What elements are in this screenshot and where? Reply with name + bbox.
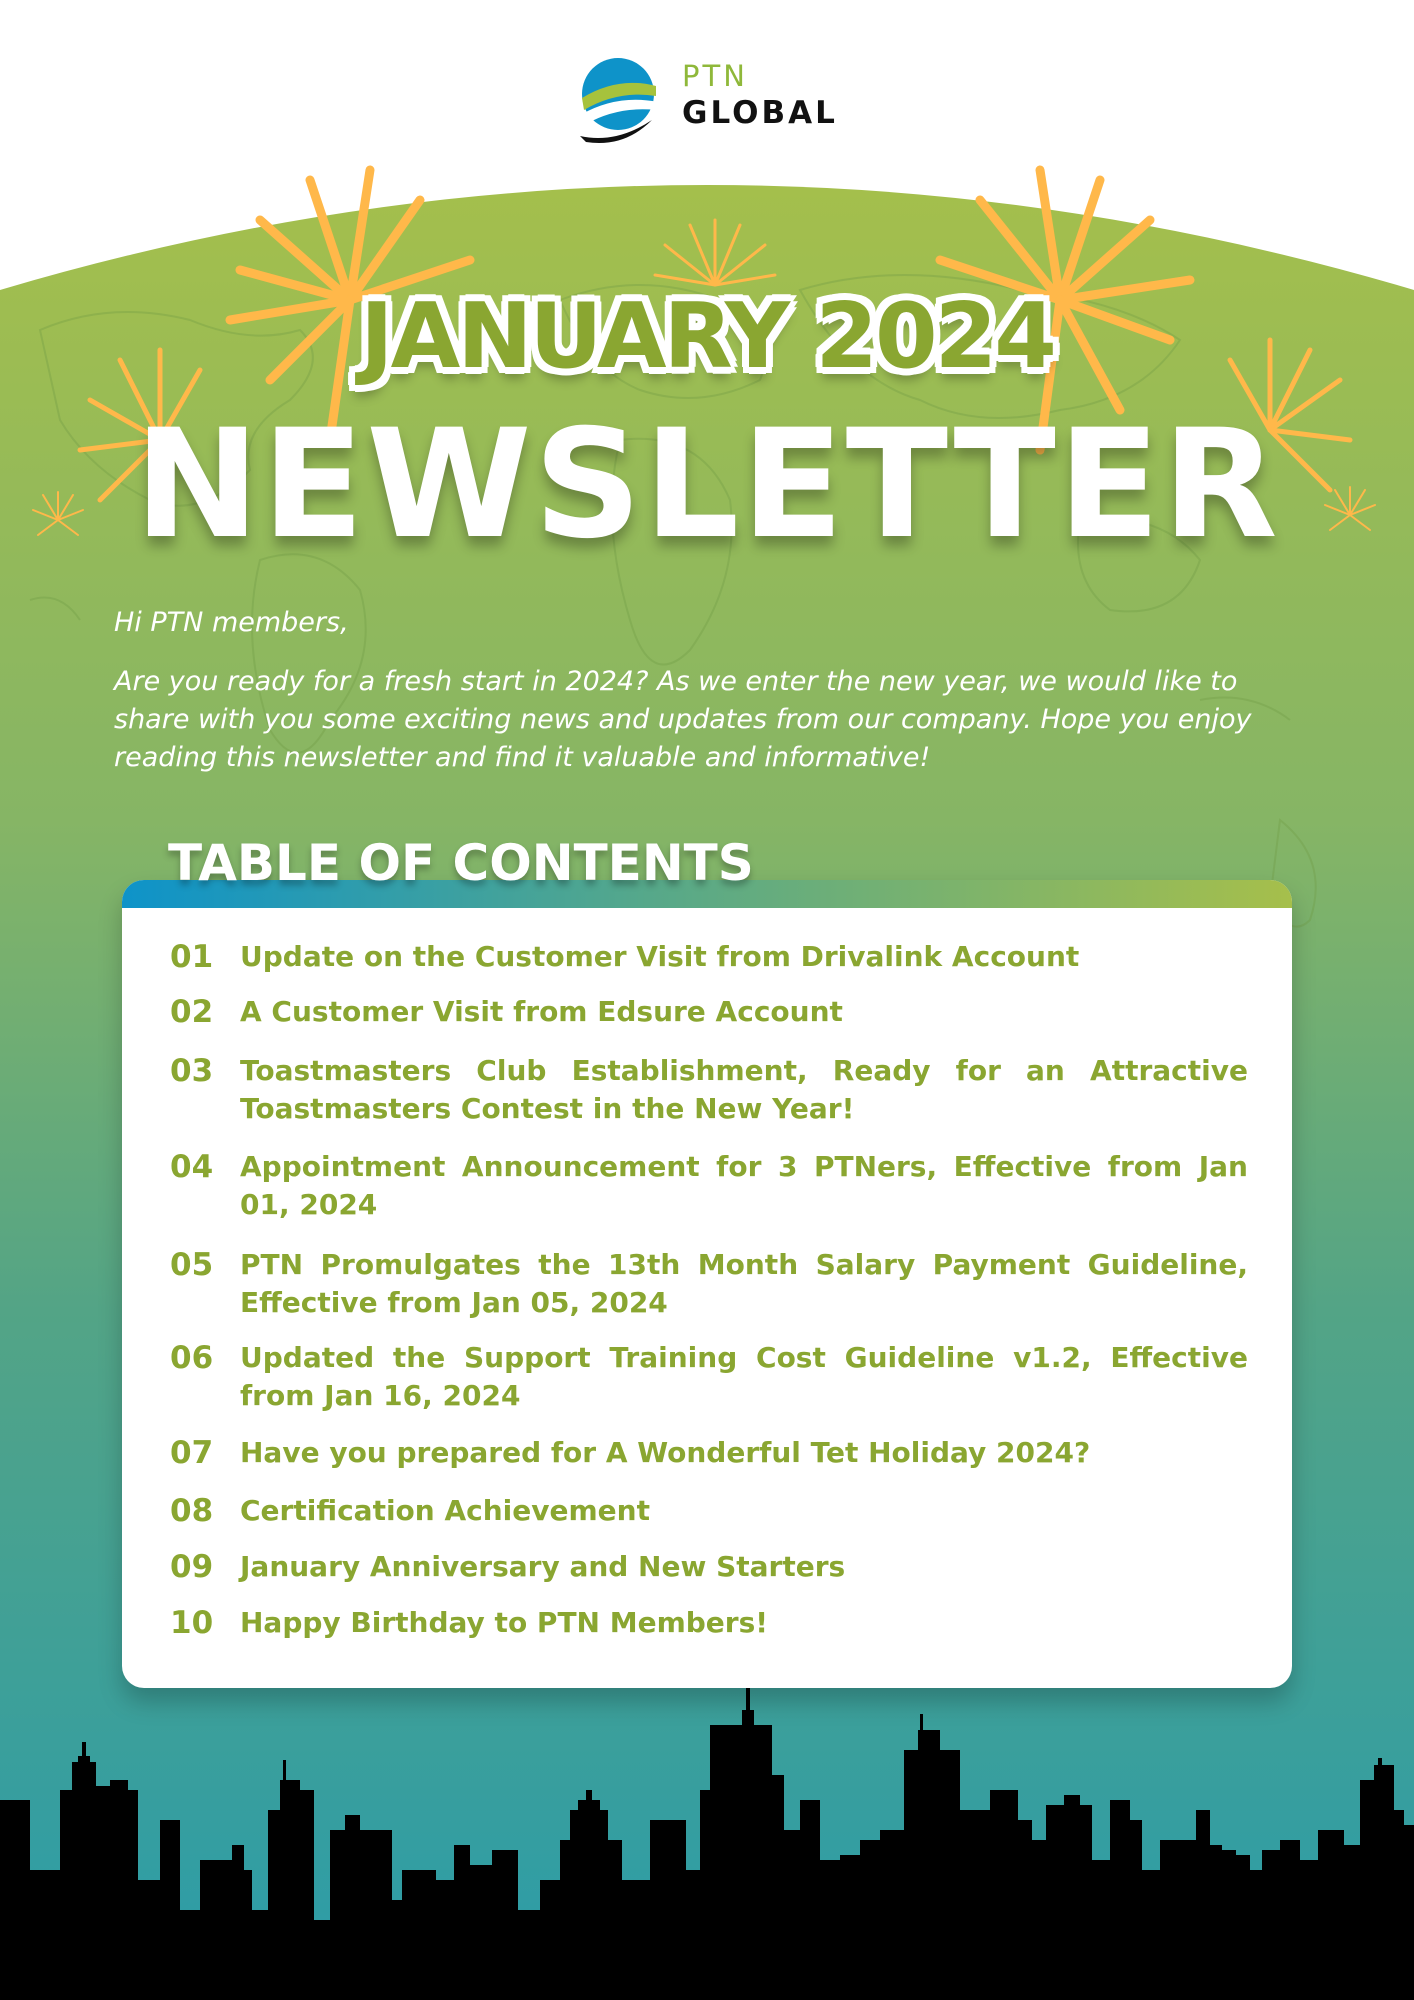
- toc-item-number: 01: [170, 939, 214, 975]
- toc-item-title: Toastmasters Club Establishment, Ready for an Attractive Toastmasters Contest in the New Year!: [240, 1054, 1248, 1125]
- toc-item-number: 06: [170, 1340, 214, 1376]
- toc-item-title: Have you prepared for A Wonderful Tet Holiday 2024?: [240, 1436, 1091, 1469]
- toc-item-title: January Anniversary and New Starters: [240, 1550, 846, 1583]
- intro-paragraph: Are you ready for a fresh start in 2024? As we enter the new year, we would like to share with you some exciting news and updates from our company. Hope you enjoy reading this newsletter and find it valuable and informative!: [114, 666, 1252, 773]
- toc-item-number: 04: [170, 1149, 214, 1185]
- logo-wordmark-ptn: PTN: [682, 59, 748, 93]
- toc-item-title: A Customer Visit from Edsure Account: [240, 995, 843, 1028]
- newsletter-title: NEWSLETTER: [134, 398, 1280, 572]
- toc-item-number: 05: [170, 1247, 214, 1283]
- toc-heading: TABLE OF CONTENTS: [168, 834, 754, 892]
- toc-item-title: Updated the Support Training Cost Guideline v1.2, Effective from Jan 16, 2024: [240, 1341, 1248, 1412]
- city-skyline-silhouette: [0, 1680, 1414, 2000]
- issue-month-title: JANUARY 2024: [360, 284, 1054, 389]
- toc-item-number: 10: [170, 1605, 214, 1641]
- toc-list: [122, 880, 1292, 1688]
- toc-item-title: Happy Birthday to PTN Members!: [240, 1606, 769, 1639]
- toc-item-number: 02: [170, 994, 214, 1030]
- toc-item-number: 07: [170, 1435, 214, 1471]
- greeting-text: Hi PTN members,: [114, 607, 349, 638]
- toc-card: [122, 880, 1292, 1688]
- toc-item-number: 08: [170, 1493, 214, 1529]
- logo-wordmark-global: GLOBAL: [682, 95, 838, 131]
- toc-item-title: PTN Promulgates the 13th Month Salary Payment Guideline, Effective from Jan 05, 2024: [240, 1248, 1248, 1319]
- toc-item-number: 09: [170, 1549, 214, 1585]
- ptn-global-logo: [578, 56, 838, 146]
- toc-item-title: Appointment Announcement for 3 PTNers, Effective from Jan 01, 2024: [240, 1150, 1248, 1221]
- globe-logo-icon: [578, 56, 662, 146]
- toc-item-title: Certification Achievement: [240, 1494, 650, 1527]
- toc-item-number: 03: [170, 1053, 214, 1089]
- toc-item-title: Update on the Customer Visit from Drivalink Account: [240, 940, 1080, 973]
